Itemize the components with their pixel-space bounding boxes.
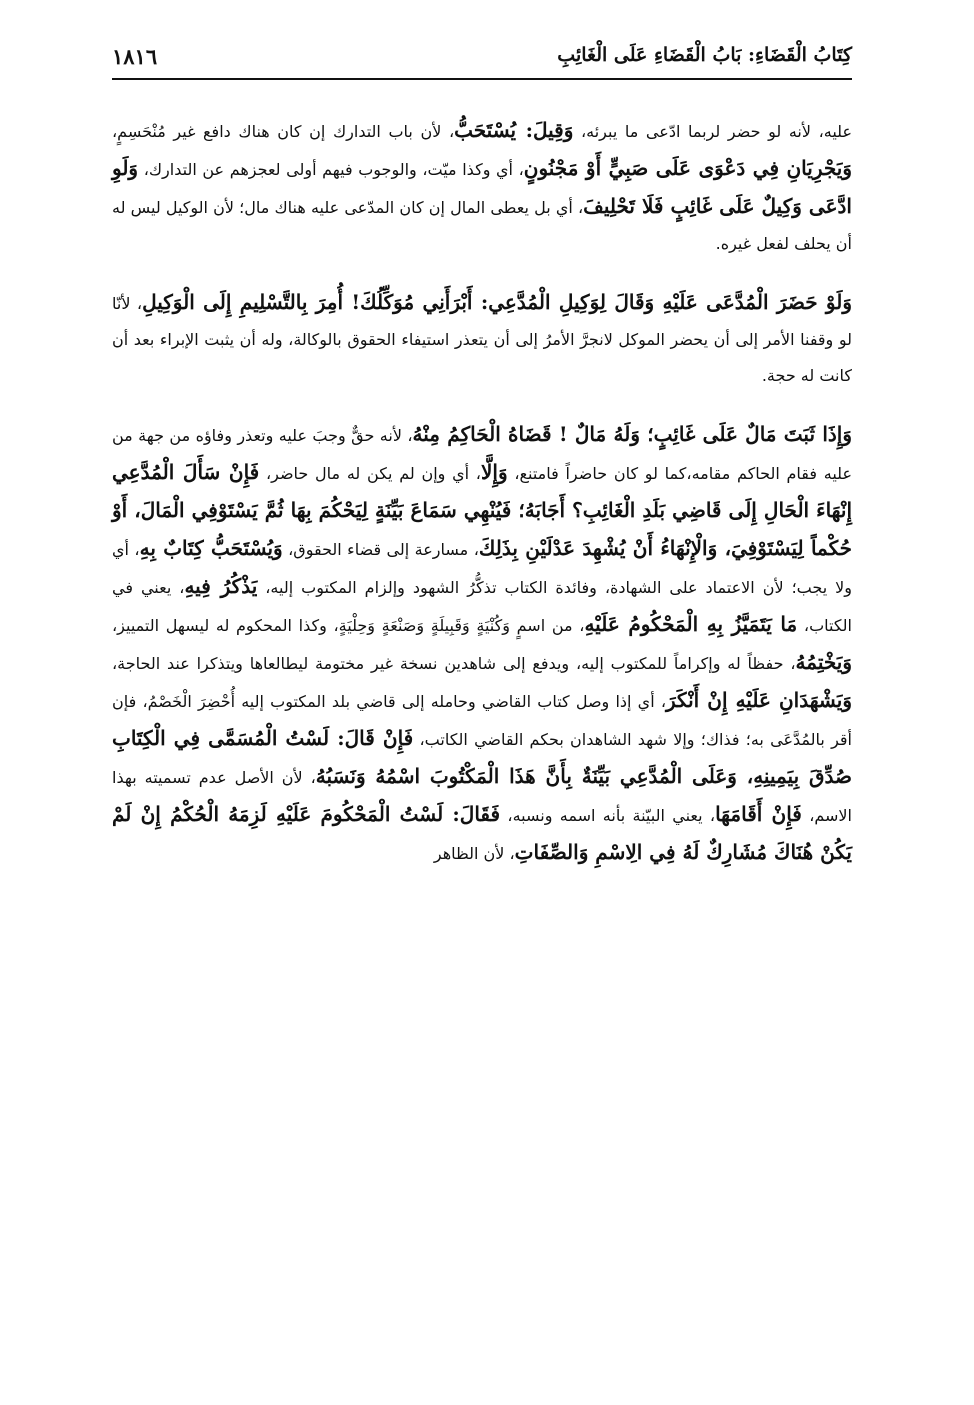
page-number: ١٨١٦: [112, 44, 158, 69]
page-body: [112, 112, 852, 872]
commentary-text: ، من اسمٍ وَكُنْيَةٍ وَقَبِيلَةٍ وَصَنْعَةٍ وَحِلْيَةٍ، وكذا المحكوم له ليسهل التمييز،: [112, 616, 585, 635]
commentary-text: ، حفظاً له وإكراماً للمكتوب إليه، ويدفع إلى شاهدين نسخة غير مختومة ليطالعاها ويتذكرا عند الحاجة،: [112, 654, 796, 673]
matn-text: وَلَوْ حَضَرَ الْمُدَّعَى عَلَيْهِ وَقَالَ لِوَكِيلِ الْمُدَّعِي: أَبْرَأَنِي مُوَكِّلُكَ! أُمِرَ بِالتَّسْلِيمِ إِلَى الْوَكِيلِ: [142, 290, 853, 314]
commentary-text: ، أي وإن لم يكن له مال حاضر،: [259, 464, 481, 483]
matn-text: وَقِيلَ: يُسْتَحَبُّ: [454, 118, 574, 142]
paragraph-2: [112, 284, 852, 394]
header-rule: [112, 78, 852, 80]
matn-text: وَيُسْتَحَبُّ كِتَابٌ بِهِ: [139, 536, 283, 560]
commentary-text: ، لأنه حقٌّ وجبَ عليه وتعذر وفاؤه من جهة من عليه فقام الحاكم مقامه،كما لو كان حاضراً فامتنع،: [112, 426, 853, 483]
commentary-text: ، أي وكذا ميّت، والوجوب فيهم أولى لعجزهم عن التدارك،: [138, 160, 524, 179]
commentary-text: ، أي إذا وصل كتاب القاضي وحامله إلى قاضي بلد المكتوب إليه أُحْضِرَ الْخَصْمُ، فإن أقر بالمُدَّعَى به؛ فذاك؛ وإلا شهد الشاهدان بحكم القاضي الكاتب،: [112, 692, 853, 749]
matn-text: فَإِنْ أَقَامَهَا: [715, 802, 802, 826]
matn-text: يَذْكُرُ فِيهِ: [184, 574, 258, 598]
commentary-text: ، لأن الأصل عدم تسميته بهذا الاسم،: [112, 768, 853, 825]
commentary-text: ، يعني البيّنة بأنه اسمه ونسبه،: [500, 806, 716, 825]
commentary-text: ، لأنّا لو وقفنا الأمر إلى أن يحضر الموكل لانجرَّ الأمرُ إلى أن يتعذر استيفاء الحقوق بالوكالة، وله أن يثبت الإبراء بعد أن كانت له حجة.: [112, 294, 852, 385]
matn-text: وَلَوِ ادَّعَى وَكِيلٌ عَلَى غَائِبٍ فَلَا تَحْلِيفَ: [112, 156, 852, 218]
page-header: [112, 44, 852, 78]
matn-text: وَإِلَّا: [480, 460, 508, 484]
running-title: كِتَابُ الْقَضَاءِ: بَابُ الْقَضَاءِ عَلَى الْغَائِبِ: [557, 44, 852, 66]
matn-text: مَا يَتَمَيَّزُ بِهِ الْمَحْكُومُ عَلَيْهِ: [584, 612, 798, 636]
matn-text: وَيَشْهَدَانِ عَلَيْهِ إِنْ أَنْكَرَ: [666, 688, 852, 712]
commentary-text: ، أي ولا يجب؛ لأن الاعتماد على الشهادة، وفائدة الكتاب تذكُّرُ الشهود وإلزام المكتوب إليه،: [112, 540, 852, 597]
commentary-text: عليه، لأنه لو حضر لربما ادّعى ما يبرئه،: [573, 122, 852, 141]
matn-text: فَقَالَ: لَسْتُ الْمَحْكُومَ عَلَيْهِ لَزِمَهُ الْحُكْمُ إِنْ لَمْ يَكُنْ هُنَاكَ مُشَارِكٌ لَهُ فِي الِاسْمِ وَالصِّفَاتِ: [112, 802, 852, 864]
commentary-text: ، أي بل يعطى المال إن كان المدّعى عليه هناك مال؛ لأن الوكيل ليس له أن يحلف لفعل غيره.: [112, 198, 852, 253]
commentary-text: ، لأن الظاهر: [433, 844, 515, 863]
matn-text: فَإِنْ قَالَ: لَسْتُ الْمُسَمَّى فِي الْكِتَابِ صُدِّقَ بِيَمِينِهِ، وَعَلَى الْمُدَّعِي بَيِّنَةٌ بِأَنَّ هَذَا الْمَكْتُوبَ اسْمُهُ وَنَسَبُهُ: [112, 726, 852, 788]
paragraph-1: [112, 112, 852, 262]
commentary-text: ، مسارعة إلى قضاء الحقوق،: [282, 540, 479, 559]
matn-text: وَيَخْتِمُهُ: [795, 650, 852, 674]
paragraph-3: [112, 416, 852, 872]
matn-text: وَيَجْرِيَانِ فِي دَعْوَى عَلَى صَبِيٍّ أَوْ مَجْنُونٍ: [523, 156, 852, 180]
commentary-text: ، يعني في الكتاب،: [112, 578, 852, 635]
matn-text: فَإِنْ سَأَلَ الْمُدَّعِي إِنْهَاءَ الْحَالِ إِلَى قَاضِي بَلَدِ الْغَائِبِ؟ أَجَابَهُ؛ فَيُنْهِي سَمَاعَ بَيِّنَةٍ لِيَحْكُمَ بِهَا ثُمَّ يَسْتَوْفِي الْمَالَ، أَوْ حُكْماً لِيَسْتَوْفِيَ، وَالْإِنْهَاءُ أَنْ يُشْهِدَ عَدْلَيْنِ بِذَلِكَ: [112, 460, 853, 560]
commentary-text: ، لأن باب التدارك إن كان هناك دافع غير مُنْحَسِمٍ،: [112, 122, 455, 141]
matn-text: وَإِذَا ثَبَتَ مَالٌ عَلَى غَائِبٍ؛ وَلَهُ مَالٌ ! قَضَاهُ الْحَاكِمُ مِنْهُ: [412, 422, 852, 446]
